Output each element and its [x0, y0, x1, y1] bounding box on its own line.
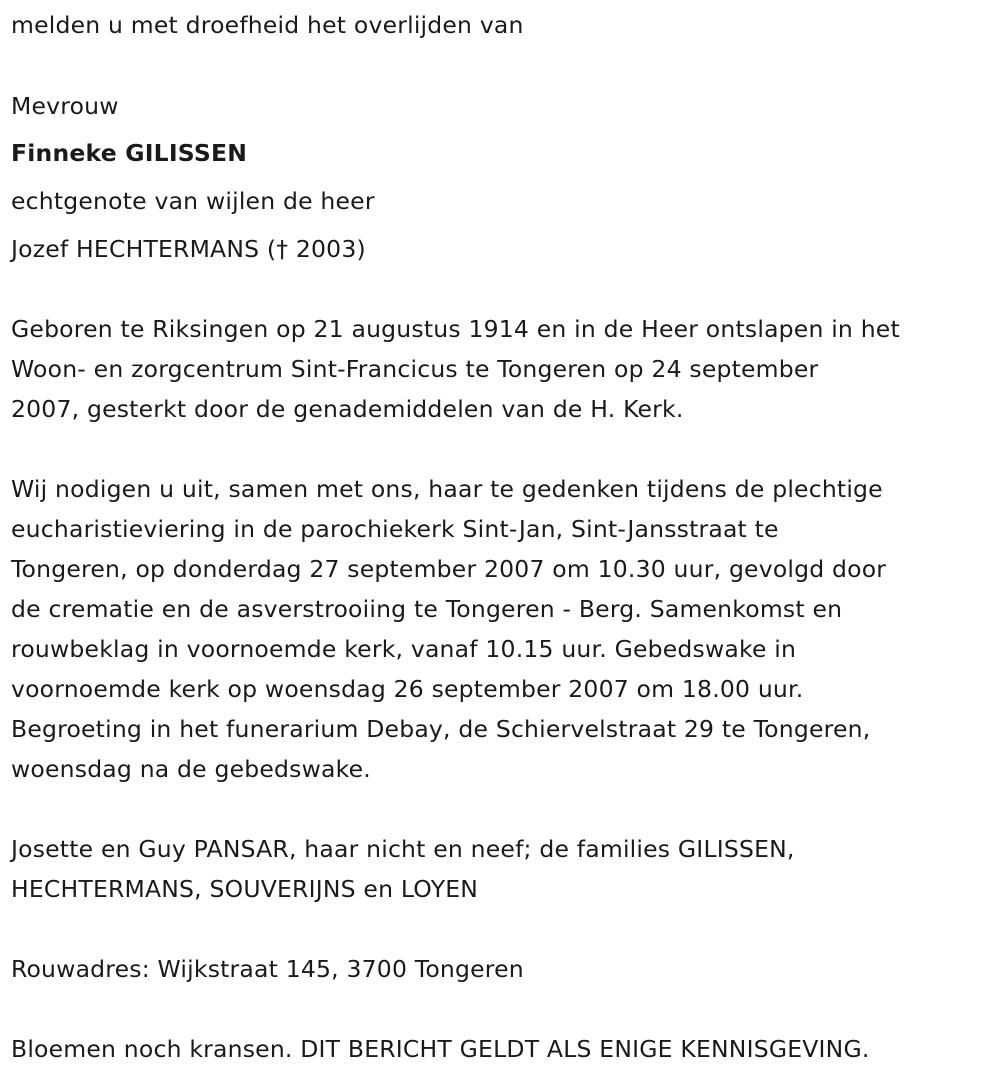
- closing-notice: Bloemen noch kransen. DIT BERICHT GELDT ALS ENIGE KENNISGEVING.: [11, 1035, 870, 1063]
- salutation: Mevrouw: [11, 92, 119, 120]
- ceremony-line: Wij nodigen u uit, samen met ons, haar te gedenken tijdens de plechtige: [11, 475, 883, 503]
- ceremony-line: Begroeting in het funerarium Debay, de Schiervelstraat 29 te Tongeren,: [11, 715, 871, 743]
- ceremony-line: woensdag na de gebedswake.: [11, 755, 371, 783]
- intro-line: melden u met droefheid het overlijden van: [11, 11, 524, 39]
- deceased-name: Finneke GILISSEN: [11, 139, 248, 167]
- ceremony-line: eucharistieviering in de parochiekerk Sint-Jan, Sint-Jansstraat te: [11, 515, 779, 543]
- ceremony-line: rouwbeklag in voornoemde kerk, vanaf 10.15 uur. Gebedswake in: [11, 635, 797, 663]
- birth-line: Woon- en zorgcentrum Sint-Francicus te Tongeren op 24 september: [11, 355, 819, 383]
- family-paragraph: [11, 829, 996, 909]
- ceremony-line: voornoemde kerk op woensdag 26 september 2007 om 18.00 uur.: [11, 675, 804, 703]
- birth-line: 2007, gesterkt door de genademiddelen van de H. Kerk.: [11, 395, 684, 423]
- family-line: Josette en Guy PANSAR, haar nicht en neef; de families GILISSEN,: [11, 835, 795, 863]
- birth-line: Geboren te Riksingen op 21 augustus 1914 en in de Heer ontslapen in het: [11, 315, 900, 343]
- spouse-line: Jozef HECHTERMANS († 2003): [11, 235, 366, 263]
- ceremony-line: Tongeren, op donderdag 27 september 2007 om 10.30 uur, gevolgd door: [11, 555, 887, 583]
- relation-line: echtgenote van wijlen de heer: [11, 187, 375, 215]
- mourning-address: Rouwadres: Wijkstraat 145, 3700 Tongeren: [11, 955, 524, 983]
- ceremony-line: de crematie en de asverstrooiing te Tongeren - Berg. Samenkomst en: [11, 595, 843, 623]
- ceremony-paragraph: [11, 469, 996, 789]
- family-line: HECHTERMANS, SOUVERIJNS en LOYEN: [11, 875, 479, 903]
- birth-paragraph: [11, 309, 996, 429]
